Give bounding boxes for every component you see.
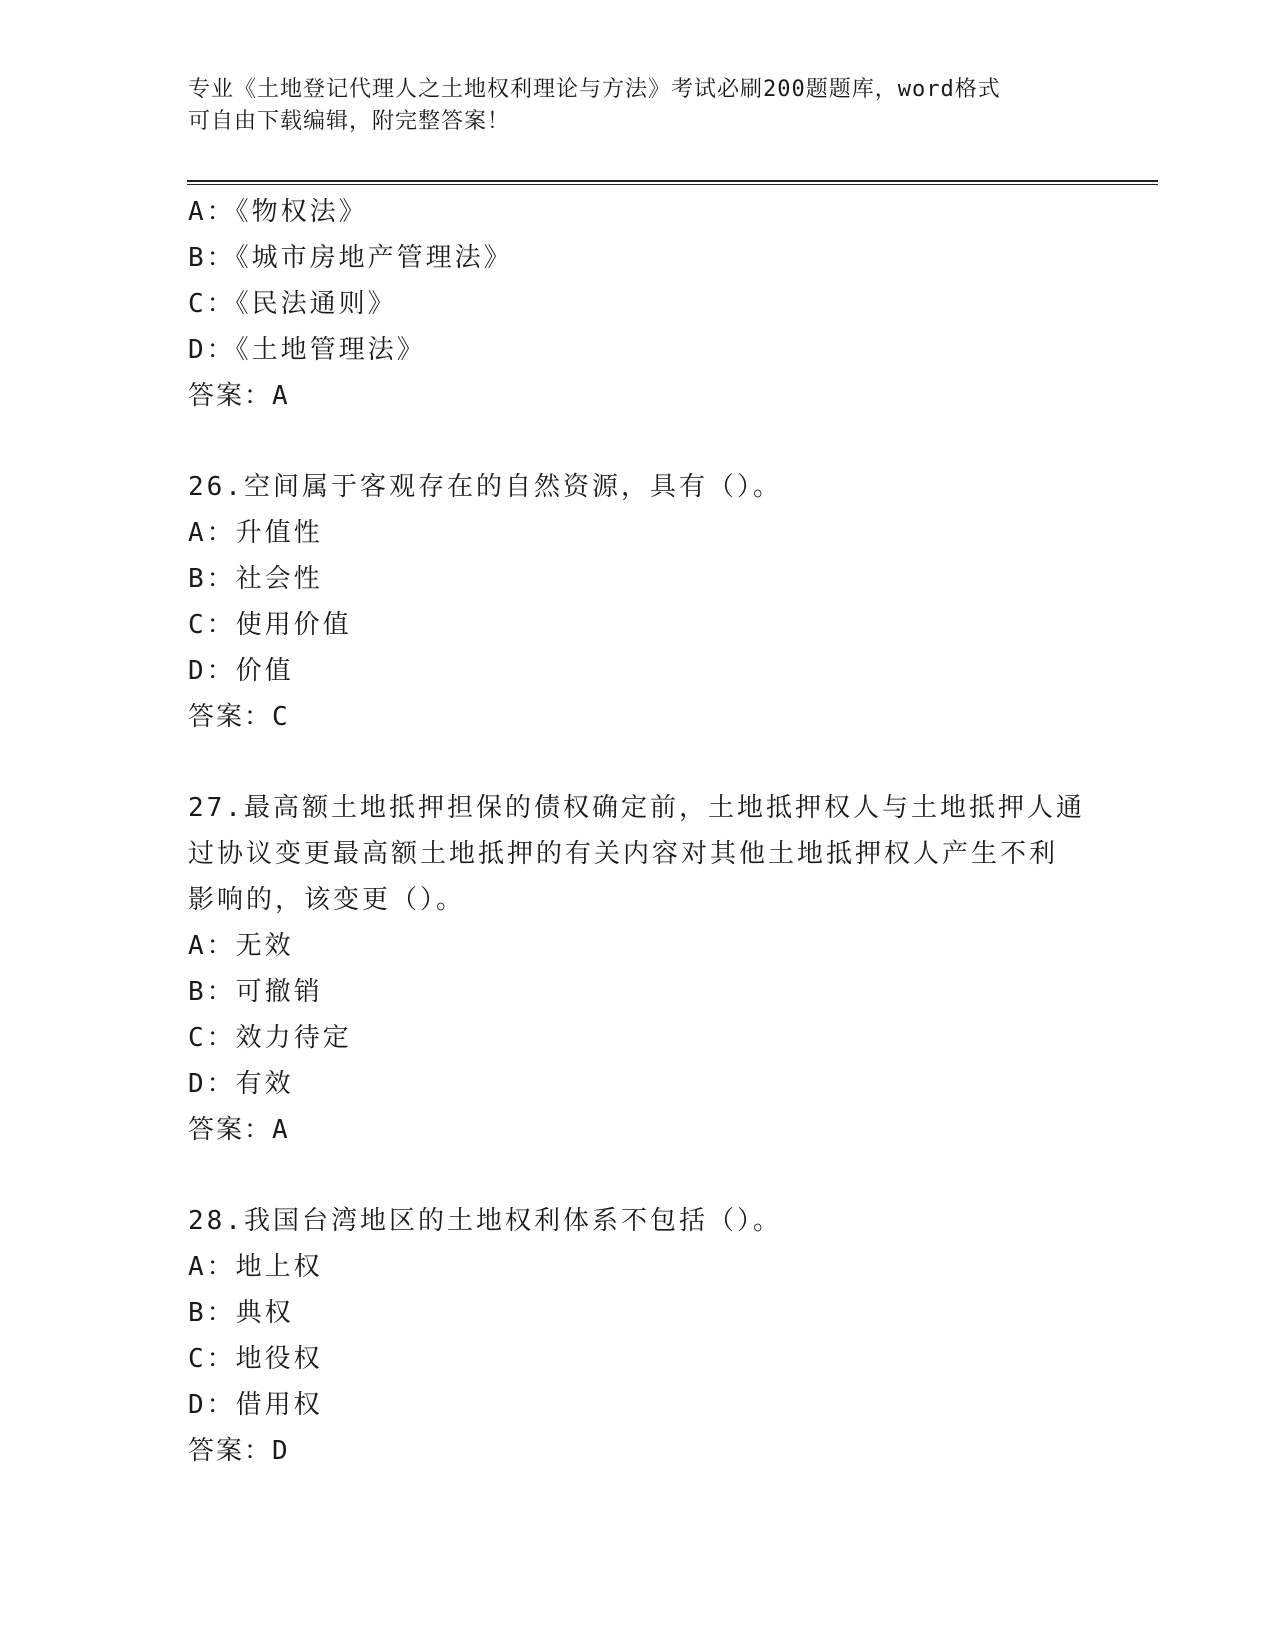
- document-header: [188, 74, 1068, 138]
- header-line-1: 专业《土地登记代理人之土地权利理论与方法》考试必刷200题题库，word格式: [188, 77, 1001, 102]
- option-d: D：价值: [188, 656, 294, 686]
- answer-line: 答案：A: [188, 1115, 290, 1145]
- spacer: [188, 419, 1088, 464]
- answer-line: 答案：A: [188, 381, 290, 411]
- option-c: C：地役权: [188, 1344, 323, 1374]
- option-a: A：《物权法》: [188, 197, 368, 227]
- option-d: D：借用权: [188, 1390, 323, 1420]
- option-b: B：典权: [188, 1298, 294, 1328]
- question-stem: 26.空间属于客观存在的自然资源，具有（）。: [188, 472, 782, 502]
- option-b: B：社会性: [188, 564, 323, 594]
- header-line-2: 可自由下载编辑，附完整答案！: [188, 109, 511, 134]
- question-25-tail: [188, 189, 1088, 419]
- header-divider-thick: [187, 180, 1158, 182]
- spacer: [188, 740, 1088, 785]
- answer-line: 答案：D: [188, 1436, 290, 1466]
- question-content: [188, 189, 1088, 1474]
- option-c: C：《民法通则》: [188, 289, 397, 319]
- question-28: [188, 1198, 1088, 1474]
- option-b: B：《城市房地产管理法》: [188, 243, 513, 273]
- option-c: C：使用价值: [188, 610, 352, 640]
- option-a: A：无效: [188, 931, 294, 961]
- question-26: [188, 464, 1088, 740]
- option-b: B：可撤销: [188, 977, 323, 1007]
- header-divider-thin: [187, 184, 1158, 185]
- option-a: A：升值性: [188, 518, 323, 548]
- option-c: C：效力待定: [188, 1023, 352, 1053]
- option-a: A：地上权: [188, 1252, 323, 1282]
- option-d: D：有效: [188, 1069, 294, 1099]
- spacer: [188, 1153, 1088, 1198]
- question-stem: 过协议变更最高额土地抵押的有关内容对其他土地抵押权人产生不利: [188, 839, 1059, 869]
- option-d: D：《土地管理法》: [188, 335, 426, 365]
- question-27: [188, 785, 1088, 1153]
- question-stem: 28.我国台湾地区的土地权利体系不包括（）。: [188, 1206, 782, 1236]
- question-stem: 27.最高额土地抵押担保的债权确定前，土地抵押权人与土地抵押人通: [188, 793, 1085, 823]
- answer-line: 答案：C: [188, 702, 290, 732]
- question-stem: 影响的，该变更（）。: [188, 885, 466, 915]
